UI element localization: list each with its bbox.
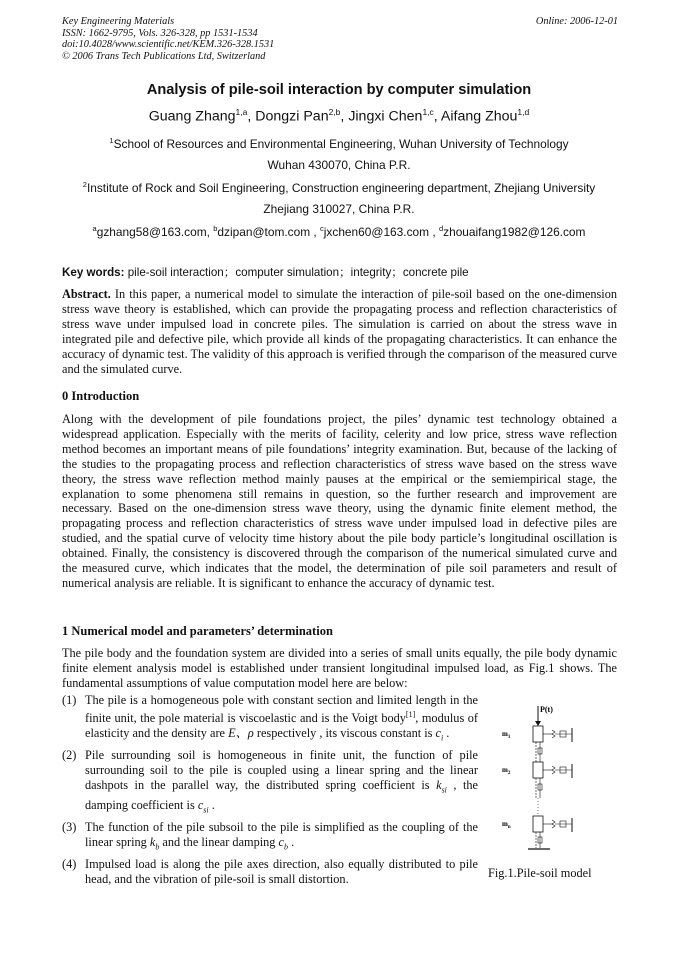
issn-line: ISSN: 1662-9795, Vols. 326-328, pp 1531-1534 [62, 27, 258, 39]
list-text: and the linear damping [159, 834, 279, 849]
email-mark: a [92, 224, 97, 233]
side-spring [552, 820, 555, 828]
affiliation-1-line-1 [0, 136, 678, 151]
author-affiliation-mark: 1,d [517, 107, 530, 117]
list-text: respectively , its viscous constant is [253, 725, 436, 740]
list-text: Pile surrounding soil is homogeneous in finite unit, the function of pile surrounding soil to the pile is coupled using a linear spring and the linear dashpots in the parallel way, the distributed spring coefficient is [85, 747, 478, 792]
email-address: dzipan@tom.com , [217, 224, 321, 239]
abstract-text: In this paper, a numerical model to simulate the interaction of pile-soil based on the one-dimension stress wave theory is established, which can provide the propagating process and reflection characteristics of stress wave under impulsed load in concrete piles. The simulation is carried on about the stress wave in integrated pile and defective pile, which provide all kinds of the propagating characteristics. It can enhance the accuracy of dynamic test. The validity of this approach is verified through the comparison of the measured curve and the simulated curve. [62, 287, 617, 376]
affiliation-2-line-1 [0, 180, 678, 195]
math-symbol: E、ρ [228, 725, 254, 740]
email-address: gzhang58@163.com, [96, 224, 214, 239]
list-text: The function of the pile subsoil to the pile is simplified as the coupling of the linear spring [85, 820, 478, 849]
list-item [62, 693, 478, 746]
email-address: jxchen60@163.com , [323, 224, 439, 239]
list-text: . [208, 797, 215, 812]
author-affiliation-mark: 1,c [422, 107, 434, 117]
citation-ref: [1] [405, 709, 416, 719]
affiliation-text: School of Resources and Environmental Engineering, Wuhan University of Technology [113, 136, 569, 151]
math-symbol: k [436, 777, 442, 792]
online-date: Online: 2006-12-01 [535, 16, 618, 27]
journal-name: Key Engineering Materials [62, 16, 175, 27]
mass-2-label: $m_2$ [502, 766, 511, 776]
figure-caption: Fig.1.Pile-soil model [488, 866, 592, 880]
affiliation-mark: 2 [82, 180, 87, 189]
affiliation-text: Institute of Rock and Soil Engineering, Construction engineering department, Zhejiang University [86, 180, 596, 195]
list-text: , modulus of elasticity and the density are [85, 710, 479, 740]
mass-n-label: $m_n$ [502, 820, 511, 830]
list-item [62, 748, 478, 818]
list-text: The pile is a homogeneous pole with constant section and limited length in the finite unit, the pole material is viscoelastic and is the Voigt body [85, 693, 478, 725]
list-item [62, 857, 478, 887]
list-number: (4) [62, 857, 77, 872]
section-heading-model: 1 Numerical model and parameters’ determination [62, 624, 333, 638]
list-item [62, 820, 478, 855]
keywords [62, 264, 469, 280]
math-symbol: c [278, 834, 285, 849]
author-separator: , [340, 108, 349, 125]
author-affiliation-mark: 2,b [328, 107, 341, 117]
abstract [62, 287, 617, 376]
author-affiliation-mark: 1,a [235, 107, 248, 117]
keywords-text: pile-soil interaction；computer simulation；integrity；concrete pile [124, 266, 469, 279]
list-number: (3) [62, 820, 77, 835]
side-spring [552, 766, 555, 774]
introduction-paragraph: Along with the development of pile foundations project, the piles’ dynamic test technology obtained a widespread application. Especially with the merits of facility, celerity and low price, stress wave reflection method becomes an important means of pile foundations’ integrity examination. But, because of the lacking of the studies to the propagating process and reflection characteristics of stress wave based on the stress wave theory, the stress wave reflection method mainly pauses at the empirical or the semiempirical stage, the explanation to some phenomena still remains in question, so the further research and improvement are necessary. Based on the one-dimension stress wave theory, using the dynamic finite element method, the propagating process and reflection characteristics of stress wave under impulsed load in defective piles are studied, and the spatial curve of velocity time history about the pile body particle’s longitudinal oscillation is obtained. Finally, the consistency is discovered through the comparison of the numerical simulated curve and the measured curve, which indicates that the model, the determination of pile soil parameters and result of numerical analysis are reliable. It is significant to enhance the accuracy of dynamic test. [62, 412, 617, 590]
author-separator: , [433, 108, 441, 125]
affiliation-2-line-2: Zhejiang 310027, China P.R. [263, 202, 415, 216]
list-number: (2) [62, 747, 77, 762]
email-mark: d [438, 224, 444, 233]
list-number: (1) [62, 693, 77, 707]
list-text: . [288, 834, 295, 849]
affiliation-1-line-2: Wuhan 430070, China P.R. [267, 158, 411, 172]
author-name: Guang Zhang [148, 108, 236, 125]
mass-element-n [533, 816, 543, 832]
doi-line: doi:10.4028/www.scientific.net/KEM.326-328.1531 [62, 39, 275, 50]
mass-element-1 [533, 726, 543, 742]
math-symbol: c [197, 797, 204, 812]
math-subscript: si [441, 784, 447, 794]
list-text: Impulsed load is along the pile axes direction, also equally distributed to pile head, and the vibration of pile-soil is small distortion. [85, 857, 478, 886]
math-subscript: i [440, 733, 444, 743]
email-mark: c [320, 224, 324, 233]
pile-soil-model-figure [500, 702, 600, 862]
copyright-line: © 2006 Trans Tech Publications Ltd, Switzerland [62, 50, 266, 62]
mass-element-2 [533, 762, 543, 778]
math-symbol: k [149, 834, 156, 849]
keywords-label: Key words: [62, 266, 125, 279]
author-list [0, 107, 678, 125]
math-subscript: si [203, 805, 209, 815]
load-arrowhead-icon [535, 721, 541, 726]
author-name: Dongzi Pan [255, 108, 329, 125]
abstract-label: Abstract. [62, 287, 111, 301]
email-mark: b [213, 224, 218, 233]
math-subscript: b [155, 842, 160, 852]
affiliation-mark: 1 [109, 136, 114, 145]
section-heading-introduction: 0 Introduction [62, 389, 140, 403]
mass-1-label: $m_1$ [502, 730, 511, 740]
journal-header [62, 16, 618, 62]
assumption-list [62, 693, 478, 889]
list-text: . [443, 725, 450, 740]
author-name: Jingxi Chen [348, 108, 423, 125]
math-symbol: c [435, 725, 441, 740]
list-text: , the damping coefficient is [85, 777, 478, 812]
paper-title: Analysis of pile-soil interaction by computer simulation [146, 82, 532, 98]
email-list [0, 224, 678, 239]
math-subscript: b [284, 842, 289, 852]
load-label: P(t) [540, 705, 553, 714]
author-name: Aifang Zhou [440, 108, 518, 125]
author-separator: , [247, 108, 256, 125]
email-address: zhouaifang1982@126.com [443, 224, 586, 239]
side-spring [552, 730, 555, 738]
model-paragraph: The pile body and the foundation system are divided into a series of small units equally, the pile body dynamic finite element analysis model is established under transient longitudinal impulsed load, as Fig.1 shows. The fundamental assumptions of value computation model here are below: [62, 646, 617, 690]
